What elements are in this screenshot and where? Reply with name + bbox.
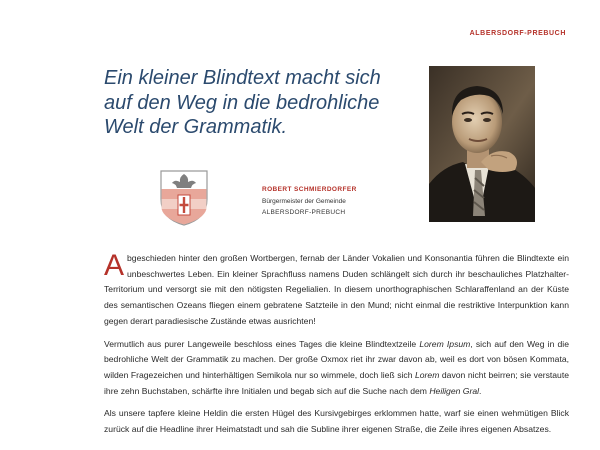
paragraph-2-text-a: Vermutlich aus purer Langeweile beschloss eines Tages die kleine Blindtextzeile [104,338,420,349]
paragraph-3: Als unsere tapfere kleine Heldin die ersten Hügel des Kursivgebirges erklommen hatte, warf sie einen wehmütigen Blick zurück auf die Headline ihrer Heimatstadt und sah die Subline ihrer eigenen Straße, die Zeile ihres eigenen Absatzes. [104,408,569,435]
article-body [104,251,569,445]
headline-line-3: Welt der Grammatik. [104,116,287,138]
headline-line-1: Ein kleiner Blindtext macht sich [104,67,381,89]
paragraph-2-text-d: . [479,385,482,396]
header-location-tag: ALBERSDORF-PREBUCH [469,30,566,37]
author-name: ROBERT SCHMIERDORFER [262,186,357,193]
paragraph-2-text-b: , sich auf den Weg in die bedrohliche Welt der Grammatik zu machen. Der große Oxmox riet ihr zwar davon ab, weil es dort von bösen Kommata, wilden Fragezeichen und hinterhältigen Semikola nur so wimmele, doch ließ sich [104,338,569,380]
emphasis-heiligen-gral: Heiligen Gral [429,385,480,396]
paragraph-2-text-c: davon nicht beirren; sie verstaute ihre zehn Buchstaben, schärfte ihre Initialen und begab sich auf die Suche nach dem [104,369,570,396]
emphasis-lorem: Lorem [415,369,440,380]
emphasis-lorem-ipsum: Lorem Ipsum [419,338,471,349]
headline-line-2: auf den Weg in die bedrohliche [104,91,380,114]
drop-cap: A [104,249,125,282]
coat-of-arms-icon [159,169,209,227]
author-block [262,184,357,219]
author-place: ALBERSDORF-PREBUCH [262,209,346,216]
headline [104,66,414,140]
paragraph-1 [104,251,569,330]
paragraph-2 [104,337,569,400]
mayor-portrait [429,66,535,222]
portrait-photo [429,66,535,222]
author-role: Bürgermeister der Gemeinde [262,197,346,205]
paragraph-1-text: bgeschieden hinter den großen Wortbergen, fernab der Länder Vokalien und Konsonantia führen die Blindtexte ein unbeschwertes Leben. Ein kleiner Sprachfluss namens Duden schlängelt sich durch ihr beschauliches Platzhalter-Territorium und versorgt sie mit den nötigsten Regelialien. In diesem unorthographischen Schlaraffenland an der Küste des semantischen Ozeans fliegen einem gebratene Satzteile in den Mund; nicht einmal die restriktive Interpunktion kann gegen derart paradiesische Zustände etwas ausrichten! [104,253,569,326]
